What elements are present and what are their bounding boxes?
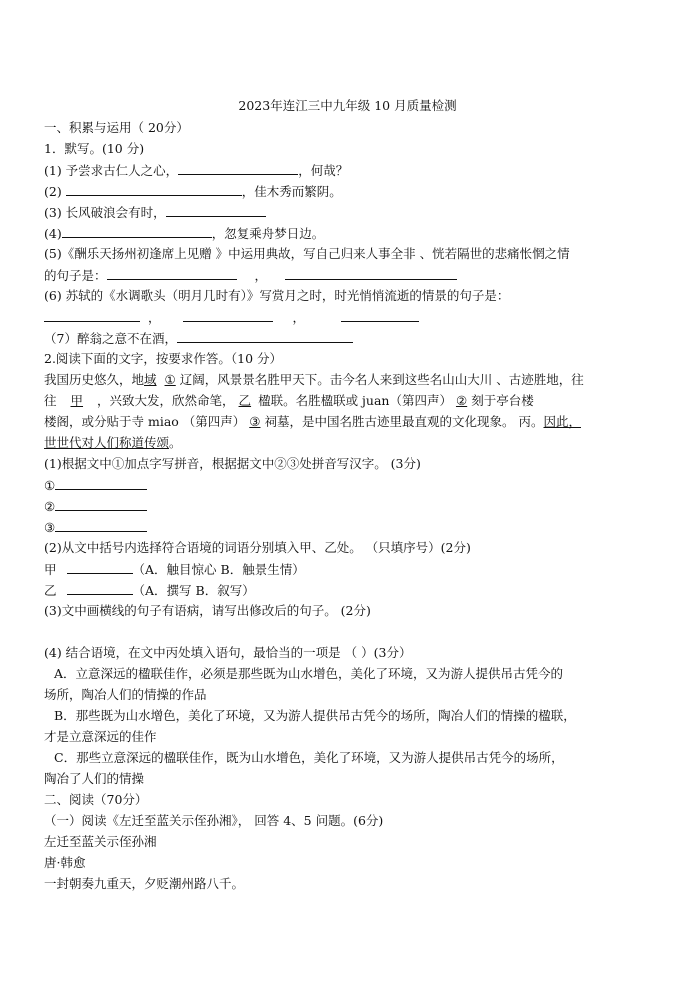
page-title: 2023年连江三中九年级 10 月质量检测 [238, 98, 457, 113]
answer-blank[interactable] [285, 266, 457, 280]
yi-answer: 乙 （A．撰写 B．叙写） [44, 583, 255, 598]
answer-blank[interactable] [178, 161, 298, 175]
blank-jia: 甲 [70, 393, 84, 408]
option-c-cont: 陶冶了人们的情操 [44, 771, 145, 786]
q2-sub3: (3)文中画横线的句子有语病，请写出修改后的句子。 (2分) [44, 603, 371, 618]
answer-blank[interactable] [67, 581, 133, 595]
passage-line-4: 世世代对人们称道传颂。 [44, 435, 182, 450]
circle-answer-1: ① [44, 476, 635, 495]
q1-item-5: (5)《酬乐天扬州初逢席上见赠 》中运用典故，写自己归来人事全非 、恍若隔世的悲痛怅惘之情 [44, 246, 570, 261]
q1-item-1: (1) 予尝求古仁人之心， ，何哉？ [44, 163, 349, 178]
poem-line-1: 一封朝奏九重天，夕贬潮州路八千。 [44, 876, 245, 891]
q1-item-4: (4) ，忽复乘舟梦日边。 [44, 226, 325, 241]
q2-sub2: (2)从文中括号内选择符合语境的词语分别填入甲、乙处。 （只填序号）(2分) [44, 540, 471, 555]
answer-blank[interactable] [67, 560, 133, 574]
passage-line-3: 楼阁，或分贴于寺 miao （第四声） ③ 祠墓，是中国名胜古迹里最直观的文化现象。 丙。因此， [44, 414, 581, 429]
answer-blank[interactable] [55, 497, 147, 511]
q1-heading: 1．默写。(10 分) [44, 141, 145, 156]
option-b: B．那些既为山水增色，美化了环境，又为游人提供吊古凭今的场所，陶冶人们的情操的楹联， [54, 708, 576, 723]
answer-blank[interactable] [66, 182, 242, 196]
passage-line-2: 往 甲 ，兴致大发，欣然命笔， 乙 楹联。名胜楹联或 juan（第四声） ② 刻于亭台楼 [44, 393, 534, 408]
circle-answer-2: ② [44, 497, 635, 516]
q1-item-6-cont: ， ， [44, 308, 635, 327]
q1-item-7: （7）醉翁之意不在酒， [44, 329, 635, 348]
q2-heading: 2.阅读下面的文字，按要求作答。（10 分） [44, 351, 283, 366]
blank-yi: 乙 [238, 393, 252, 408]
answer-blank[interactable] [55, 518, 147, 532]
q2-sub1: (1)根据文中①加点字写拼音，根据据文中②③处拼音写汉字。 (3分) [44, 456, 421, 471]
option-c: C．那些立意深远的楹联佳作，既为山水增色，美化了环境，又为游人提供吊古凭今的场所， [54, 750, 564, 765]
poem-title: 左迁至蓝关示侄孙湘 [44, 834, 157, 849]
poem-author: 唐·韩愈 [44, 855, 86, 870]
jia-answer: 甲 （A．触目惊心 B．触景生情） [44, 562, 305, 577]
part1-heading: 一、积累与运用（ 20分） [44, 120, 189, 135]
q1-item-3: (3) 长风破浪会有时， [44, 203, 635, 222]
passage-line-1: 我国历史悠久，地域 ① 辽阔，风景景名胜甲天下。击今名人来到这些名山山大川 、古迹胜地，往 [44, 372, 584, 387]
q2-sub4: (4) 结合语境，在文中丙处填入语句，最恰当的一项是 （ ）(3分） [44, 645, 412, 660]
part2-heading: 二、阅读（70分） [44, 792, 148, 807]
answer-blank[interactable] [183, 308, 273, 322]
q1-item-6: (6) 苏轼的《水调歌头（明月几时有）》写赏月之时，时光悄悄流逝的情景的句子是： [44, 288, 510, 303]
answer-blank[interactable] [177, 329, 353, 343]
answer-blank[interactable] [166, 203, 266, 217]
answer-blank[interactable] [107, 266, 237, 280]
answer-blank[interactable] [341, 308, 419, 322]
answer-blank[interactable] [55, 476, 147, 490]
answer-blank[interactable] [44, 308, 140, 322]
option-a-cont: 场所，陶冶人们的情操的作品 [44, 687, 207, 702]
faulty-sentence: 世世代对人们称道传颂 [44, 435, 170, 450]
section-1-heading: （一）阅读《左迁至蓝关示侄孙湘》， 回答 4、5 问题。(6分) [44, 813, 384, 828]
option-a: A．立意深远的楹联佳作，必须是那些既为山水增色，美化了环境，又为游人提供吊古凭今的 [54, 666, 564, 681]
q1-item-5-cont: 的句子是： ， [44, 266, 635, 285]
option-b-cont: 才是立意深远的佳作 [44, 729, 157, 744]
faulty-sentence: 因此， [543, 414, 581, 429]
answer-blank[interactable] [62, 224, 212, 238]
circle-answer-3: ③ [44, 518, 635, 537]
q1-item-2: (2) ，佳木秀而繁阴。 [44, 184, 342, 199]
